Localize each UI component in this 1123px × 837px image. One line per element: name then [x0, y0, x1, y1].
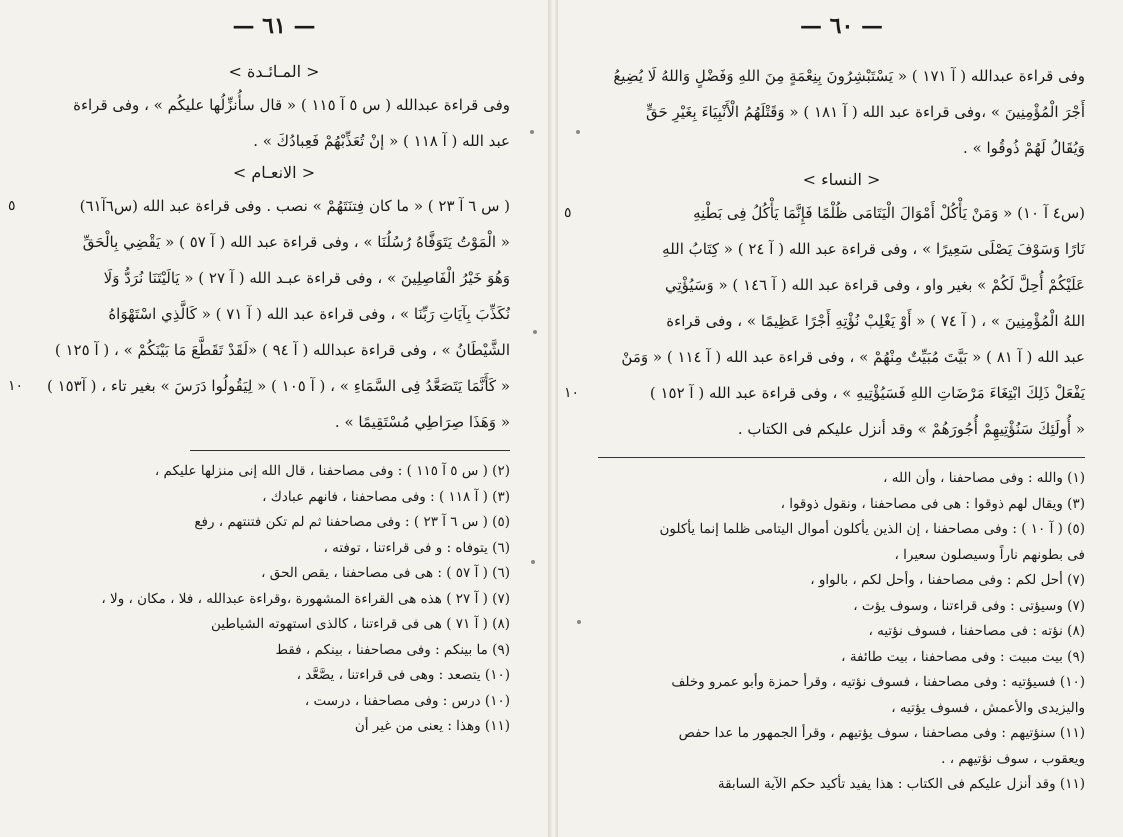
line-number-10: ١٠	[564, 385, 580, 401]
line-number-5: ٥	[564, 205, 572, 221]
text-line: « أُولَئِكَ سَنُؤْتِيهِمْ أُجُورَهُمْ » وقد أنزل عليكم فى الكتاب .	[737, 420, 1085, 438]
paper-speck	[533, 330, 537, 334]
paper-speck	[577, 620, 581, 624]
footnote: (٦) يتوفاه : و فى قراءتنا ، توفته ،	[323, 539, 510, 556]
text-line: « الْمَوْتُ يَتَوَفَّاهُ رُسُلُنَا » ، وفى قراءة عبد الله ( آ ٥٧ ) « يَقْضِي بِالْحَقِّ	[82, 233, 510, 251]
text-line: أَجْرَ الْمُؤْمِنِينَ » ،وفى قراءة عبد الله ( آ ١٨١ ) « وَقَتْلَهُمُ الْأَنْبِيَاءَ بِغَيْرِ حَقٍّ	[645, 103, 1085, 121]
text-line: وفى قراءة عبدالله ( س ٥ آ ١١٥ ) « قال سأُنزِّلُها عليكُم » ، وفى قراءة	[73, 96, 510, 114]
footnote: فى بطونهم ناراً وسيصلون سعيرا ،	[894, 546, 1085, 563]
footnote-divider	[190, 450, 510, 451]
nisa-text	[564, 195, 1085, 447]
page-number: — ٦٠ —	[800, 13, 883, 39]
text-line: نَارًا وَسَوْفَ يَصْلَى سَعِيرًا » ، وفى قراءة عبد الله ( آ ٢٤ ) « كِتَابُ اللهِ	[662, 240, 1085, 258]
footnote: (٣) ( آ ١١٨ ) : وفى مصاحفنا ، فانهم عبادك ،	[262, 488, 510, 505]
footnote: ويعقوب ، سوف نؤتيهم ، .	[941, 750, 1085, 767]
text-line: نُكَذِّبَ بِآيَاتِ رَبِّنَا » ، وفى قراءة عبد الله ( آ ٧١ ) « كَالَّذِي اسْتَهْوَاهُ	[108, 305, 510, 323]
footnote: (١١) سنؤتيهم : وفى مصاحفنا ، سوف يؤتيهم ، وقرأ الجمهور ما عدا حفص	[678, 725, 1085, 741]
text-line: يَفْعَلْ ذَلِكَ ابْتِغَاءَ مَرْضَاتِ اللهِ فَسَيُؤْتِيهِ » ، وفى قراءة عبد الله ( آ ١٥٢ )	[649, 384, 1085, 402]
footnote: (١١) وقد أنزل عليكم فى الكتاب : هذا يفيد تأكيد حكم الآية السابقة	[717, 776, 1085, 792]
text-line: وفى قراءة عبدالله ( آ ١٧١ ) « يَسْتَبْشِرُونَ بِنِعْمَةٍ مِنَ اللهِ وَفَضْلٍ وَاللهُ لَا يُضِيعُ	[613, 67, 1085, 85]
footnote: (٧) وسيؤتى : وفى قراءتنا ، وسوف يؤت ،	[853, 597, 1085, 614]
page-61	[0, 0, 550, 837]
footnote: (٨) ( آ ٧١ ) هى فى قراءتنا ، كالذى استهوته الشياطين	[210, 616, 510, 632]
text-line: (س٤ آ ١٠) « وَمَنْ يَأْكُلْ أَمْوَالَ الْيَتَامَى ظُلْمًا فَإِنَّمَا يَأْكُلُ فِى بَطْنِهِ	[693, 204, 1085, 222]
paper-speck	[530, 130, 534, 134]
footnote: (٥) ( س ٦ آ ٢٣ ) : وفى مصاحفنا ثم لم تكن فتنتهم ، رفع	[194, 514, 510, 530]
line-number-5: ٥	[8, 198, 16, 214]
page-60	[558, 0, 1123, 837]
text-line: « وَهَذَا صِرَاطِي مُسْتَقِيمًا » .	[334, 413, 510, 431]
text-line: وَهُوَ خَيْرُ الْفَاصِلِينَ » ، وفى قراءة عبـد الله ( آ ٢٧ ) « يَالَيْتَنَا نُرَدُّ وَلَا	[103, 269, 510, 287]
footnote: (٣) ويقال لهم ذوقوا : هى فى مصاحفنا ، ونقول ذوقوا ،	[780, 495, 1085, 512]
footnote: (٧) ( آ ٢٧ ) هذه هى القراءة المشهورة ،وقراءة عبدالله ، فلا ، مكان ، ولا ،	[101, 590, 510, 607]
paper-speck	[531, 560, 535, 564]
page-number: — ٦١ —	[232, 13, 316, 39]
surah-heading-nisa: < النساء >	[802, 170, 881, 189]
footnote: (١٠) درس : وفى مصاحفنا ، درست ،	[304, 692, 510, 709]
intro-text	[598, 58, 1085, 166]
paper-speck	[576, 130, 580, 134]
text-line: وَيُقَالُ لَهُمْ ذُوقُوا » .	[963, 139, 1085, 157]
footnote: (١٠) يتصعد : وهى فى قراءتنا ، يصَّعَّد ،	[296, 667, 510, 683]
footnotes	[598, 466, 1085, 798]
line-number-10: ١٠	[8, 378, 24, 394]
footnotes	[38, 459, 510, 740]
footnote: (٧) أحل لكم : وفى مصاحفنا ، وأحل لكم ، بالواو ،	[810, 572, 1085, 588]
text-line: عبد الله ( آ ٨١ ) « بَيَّتَ مُبَيِّتٌ مِنْهُمْ » ، وفى قراءة عبد الله ( آ ١١٤ ) « وَمَنْ	[621, 348, 1085, 366]
footnote: (٩) بيت مبيت : وفى مصاحفنا ، بيت طائفة ،	[841, 648, 1085, 665]
footnote: (١١) وهذا : يعنى من غير أن	[354, 718, 510, 734]
text-line: الشَّيْطَانُ » ، وفى قراءة عبدالله ( آ ٩٤ ) «لَقَدْ تَقَطَّعَ مَا بَيْنَكُمْ » ، ( آ ١٢٥ )	[54, 341, 510, 359]
footnote: واليزيدى والأعمش ، فسوف يؤتيه ،	[891, 699, 1085, 716]
text-line: ( س ٦ آ ٢٣ ) « ما كان فِتنَتَهُمْ » نصب . وفى قراءة عبد الله (س٦آ٦١)	[79, 197, 510, 215]
footnote: (٨) نؤته : فى مصاحفنا ، فسوف نؤتيه ،	[868, 623, 1085, 639]
footnote-divider	[598, 457, 1085, 458]
surah-heading-maidah: < المـائـدة >	[228, 62, 320, 81]
text-line: اللهُ الْمُؤْمِنِينَ » ، ( آ ٧٤ ) « أَوْ يَغْلِبْ نُؤْتِهِ أَجْرًا عَظِيمًا » ، وفى قراءة	[666, 312, 1085, 330]
footnote: (١) والله : وفى مصاحفنا ، وأن الله ،	[883, 470, 1085, 486]
text-line: عَلَيْكُمْ أُحِلَّ لَكُمْ » بغير واو ، وفى قراءة عبد الله ( آ ١٤٦ ) « وَسَيُؤْتِي	[664, 276, 1085, 294]
footnote: (٦) ( آ ٥٧ ) : هى فى مصاحفنا ، يقص الحق ،	[261, 565, 510, 581]
footnote: (٩) ما بينكم : وفى مصاحفنا ، بينكم ، فقط	[275, 641, 510, 658]
footnote: (١٠) فسيؤتيه : وفى مصاحفنا ، فسوف نؤتيه ، وقرأ حمزة وأبو عمرو وخلف	[671, 674, 1085, 690]
surah-heading-anaam: < الانعـام >	[232, 163, 316, 182]
maidah-text	[38, 87, 510, 159]
footnote: (٢) ( س ٥ آ ١١٥ ) : وفى مصاحفنا ، قال الله إنى منزلها عليكم ،	[154, 463, 510, 479]
text-line: « كَأَنَّمَا يَتَصَعَّدُ فِى السَّمَاءِ » ، ( آ ١٠٥ ) « لِيَقُولُوا دَرَسَ » بغير تاء ، ( آ١٥٣ )	[46, 377, 510, 395]
anaam-text	[8, 188, 510, 440]
footnote: (٥) ( آ ١٠ ) : وفى مصاحفنا ، إن الذين يأكلون أموال اليتامى ظلما إنما يأكلون	[659, 521, 1085, 537]
text-line: عبد الله ( آ ١١٨ ) « إنْ تُعَذِّبْهُمْ فَعِبادُكَ » .	[253, 132, 510, 150]
